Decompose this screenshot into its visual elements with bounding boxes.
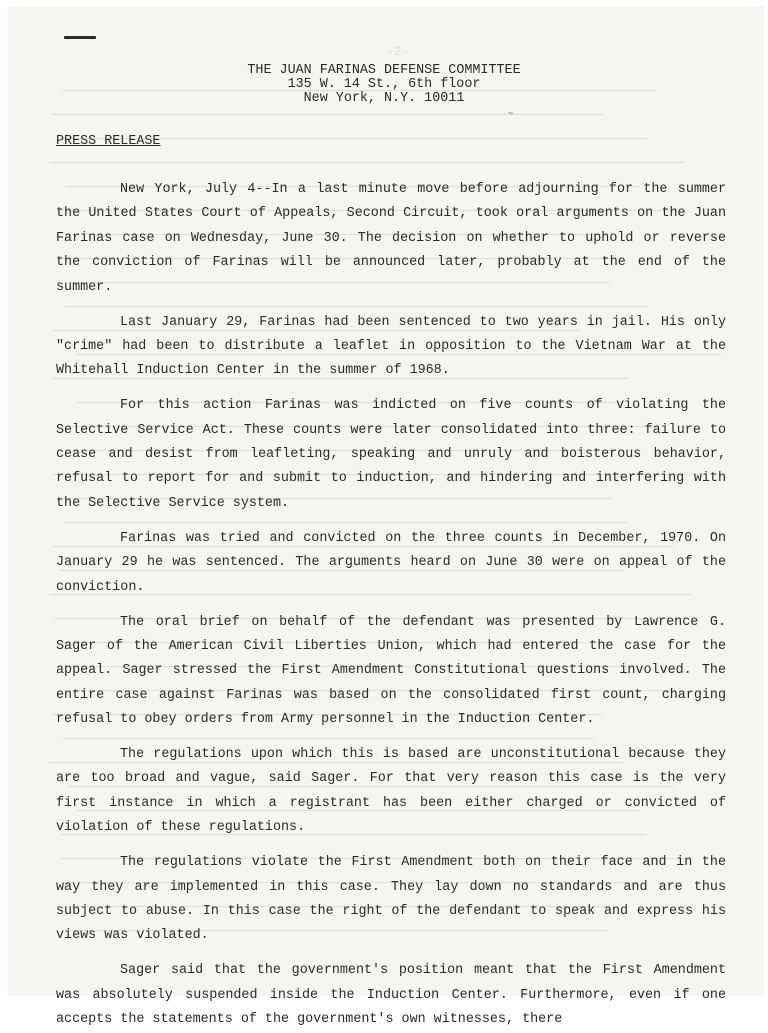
- press-release-heading: PRESS RELEASE: [56, 134, 161, 149]
- ink-smudge: ~: [508, 109, 514, 119]
- paragraph: The regulations upon which this is based are unconstitutional because they are too broad and vague, said Sager. For that very reason this case is the very first instance in which a registrant has been either charged or convicted of violation of these regulations.: [56, 747, 726, 836]
- paragraph: Farinas was tried and convicted on the three counts in December, 1970. On January 29 he was sentenced. The arguments heard on June 30 were on appeal of the conviction.: [56, 530, 726, 595]
- bleed-through-line: [50, 162, 684, 163]
- bleed-through-line: [51, 114, 603, 115]
- paragraph: Last January 29, Farinas had been sentenced to two years in jail. His only "crime" had been to distribute a leaflet in opposition to the Vietnam War at the Whitehall Induction Center in the summer of 1968.: [56, 314, 726, 379]
- typed-dash-mark: [64, 36, 96, 39]
- paragraph: New York, July 4--In a last minute move before adjourning for the summer the United States Court of Appeals, Second Circuit, took oral arguments on the Juan Farinas case on Wednesday, June 30. The decision on whether to uphold or reverse the conviction of Farinas will be announced later, probably at the end of the summer.: [56, 182, 726, 295]
- paragraph: For this action Farinas was indicted on five counts of violating the Selective Service Act. These counts were later consolidated into three: failure to cease and desist from leafleting, speaking and unruly and boisterous behavior, refusal to report for and submit to induction, and hindering and interfering with the Selective Service system.: [56, 398, 726, 511]
- paragraph: Sager said that the government's position meant that the First Amendment was absolutely suspended inside the Induction Center. Furthermore, even if one accepts the statements of the government's own witnesses, there: [56, 963, 726, 1028]
- address-city: New York, N.Y. 10011: [303, 91, 465, 106]
- letterhead: [8, 64, 764, 106]
- address-street: 135 W. 14 St., 6th floor: [287, 77, 481, 92]
- bleed-through-page-number: -2-: [386, 44, 410, 59]
- document-body: [56, 178, 726, 1033]
- document-page: [8, 6, 764, 1028]
- paragraph: The regulations violate the First Amendment both on their face and in the way they are implemented in this case. They lay down no standards and are thus subject to abuse. In this case the right of the defendant to speak and express his views was violated.: [56, 855, 726, 944]
- committee-name: THE JUAN FARINAS DEFENSE COMMITTEE: [247, 63, 521, 78]
- paragraph: The oral brief on behalf of the defendant was presented by Lawrence G. Sager of the American Civil Liberties Union, which had entered the case for the appeal. Sager stressed the First Amendment Constitutional questions involved. The entire case against Farinas was based on the consolidated first count, charging refusal to obey orders from Army personnel in the Induction Center.: [56, 614, 726, 728]
